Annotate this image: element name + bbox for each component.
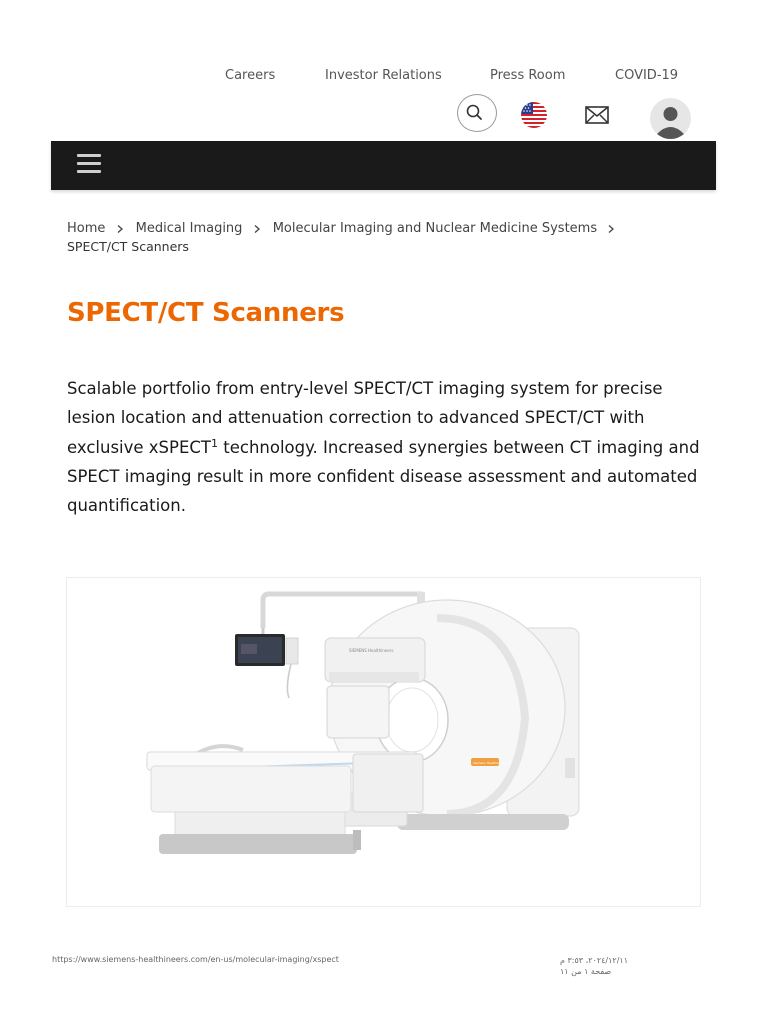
page-url: https://www.siemens-healthineers.com/en-us/molecular-imaging/xspect	[52, 955, 339, 964]
breadcrumb-medical-imaging[interactable]: Medical Imaging	[135, 221, 243, 236]
print-page-number: صفحة ١ من ١١	[560, 967, 612, 976]
hamburger-menu-icon[interactable]	[77, 154, 101, 176]
chevron-right-icon	[116, 225, 124, 233]
breadcrumb-molecular-imaging[interactable]: Molecular Imaging and Nuclear Medicine Systems	[272, 221, 598, 236]
intro-paragraph	[67, 374, 712, 520]
spect-ct-scanner-image	[67, 578, 700, 906]
print-datetime: ٢٠٢٤/١٢/١١، ٣:٥٣ م	[560, 956, 628, 965]
search-button[interactable]	[457, 94, 497, 132]
search-icon	[458, 95, 496, 131]
gantry-brand-text: SIEMENS Healthineers	[349, 648, 394, 653]
intro-text-part1: Scalable portfolio from entry-level SPECT/CT imaging system for precise lesion location and attenuation correction to advanced SPECT/CT with exclusive xSPECT	[67, 379, 663, 457]
print-info	[560, 955, 716, 977]
breadcrumb-home[interactable]: Home	[67, 221, 106, 236]
careers-link[interactable]: Careers	[225, 68, 276, 83]
main-navbar	[51, 141, 716, 190]
mail-icon[interactable]	[585, 106, 609, 124]
chevron-right-icon	[253, 225, 261, 233]
page-title: SPECT/CT Scanners	[67, 298, 345, 328]
user-icon[interactable]	[650, 98, 691, 139]
breadcrumb	[67, 220, 707, 256]
covid-19-link[interactable]: COVID-19	[615, 68, 679, 83]
intro-text-part2: technology. Increased synergies between CT imaging and SPECT imaging result in more confident disease assessment and automated quantification.	[67, 437, 700, 516]
breadcrumb-current: SPECT/CT Scanners	[67, 239, 189, 254]
utility-nav	[0, 68, 768, 88]
chevron-right-icon	[607, 225, 615, 233]
investor-relations-link[interactable]: Investor Relations	[325, 68, 442, 83]
us-flag-icon[interactable]	[521, 102, 547, 128]
gantry-tag-text: Siemens Healthineers	[473, 761, 506, 765]
header-actions	[0, 94, 768, 138]
press-room-link[interactable]: Press Room	[490, 68, 566, 83]
product-image-card	[66, 577, 701, 907]
footnote-ref[interactable]: 1	[211, 436, 219, 450]
